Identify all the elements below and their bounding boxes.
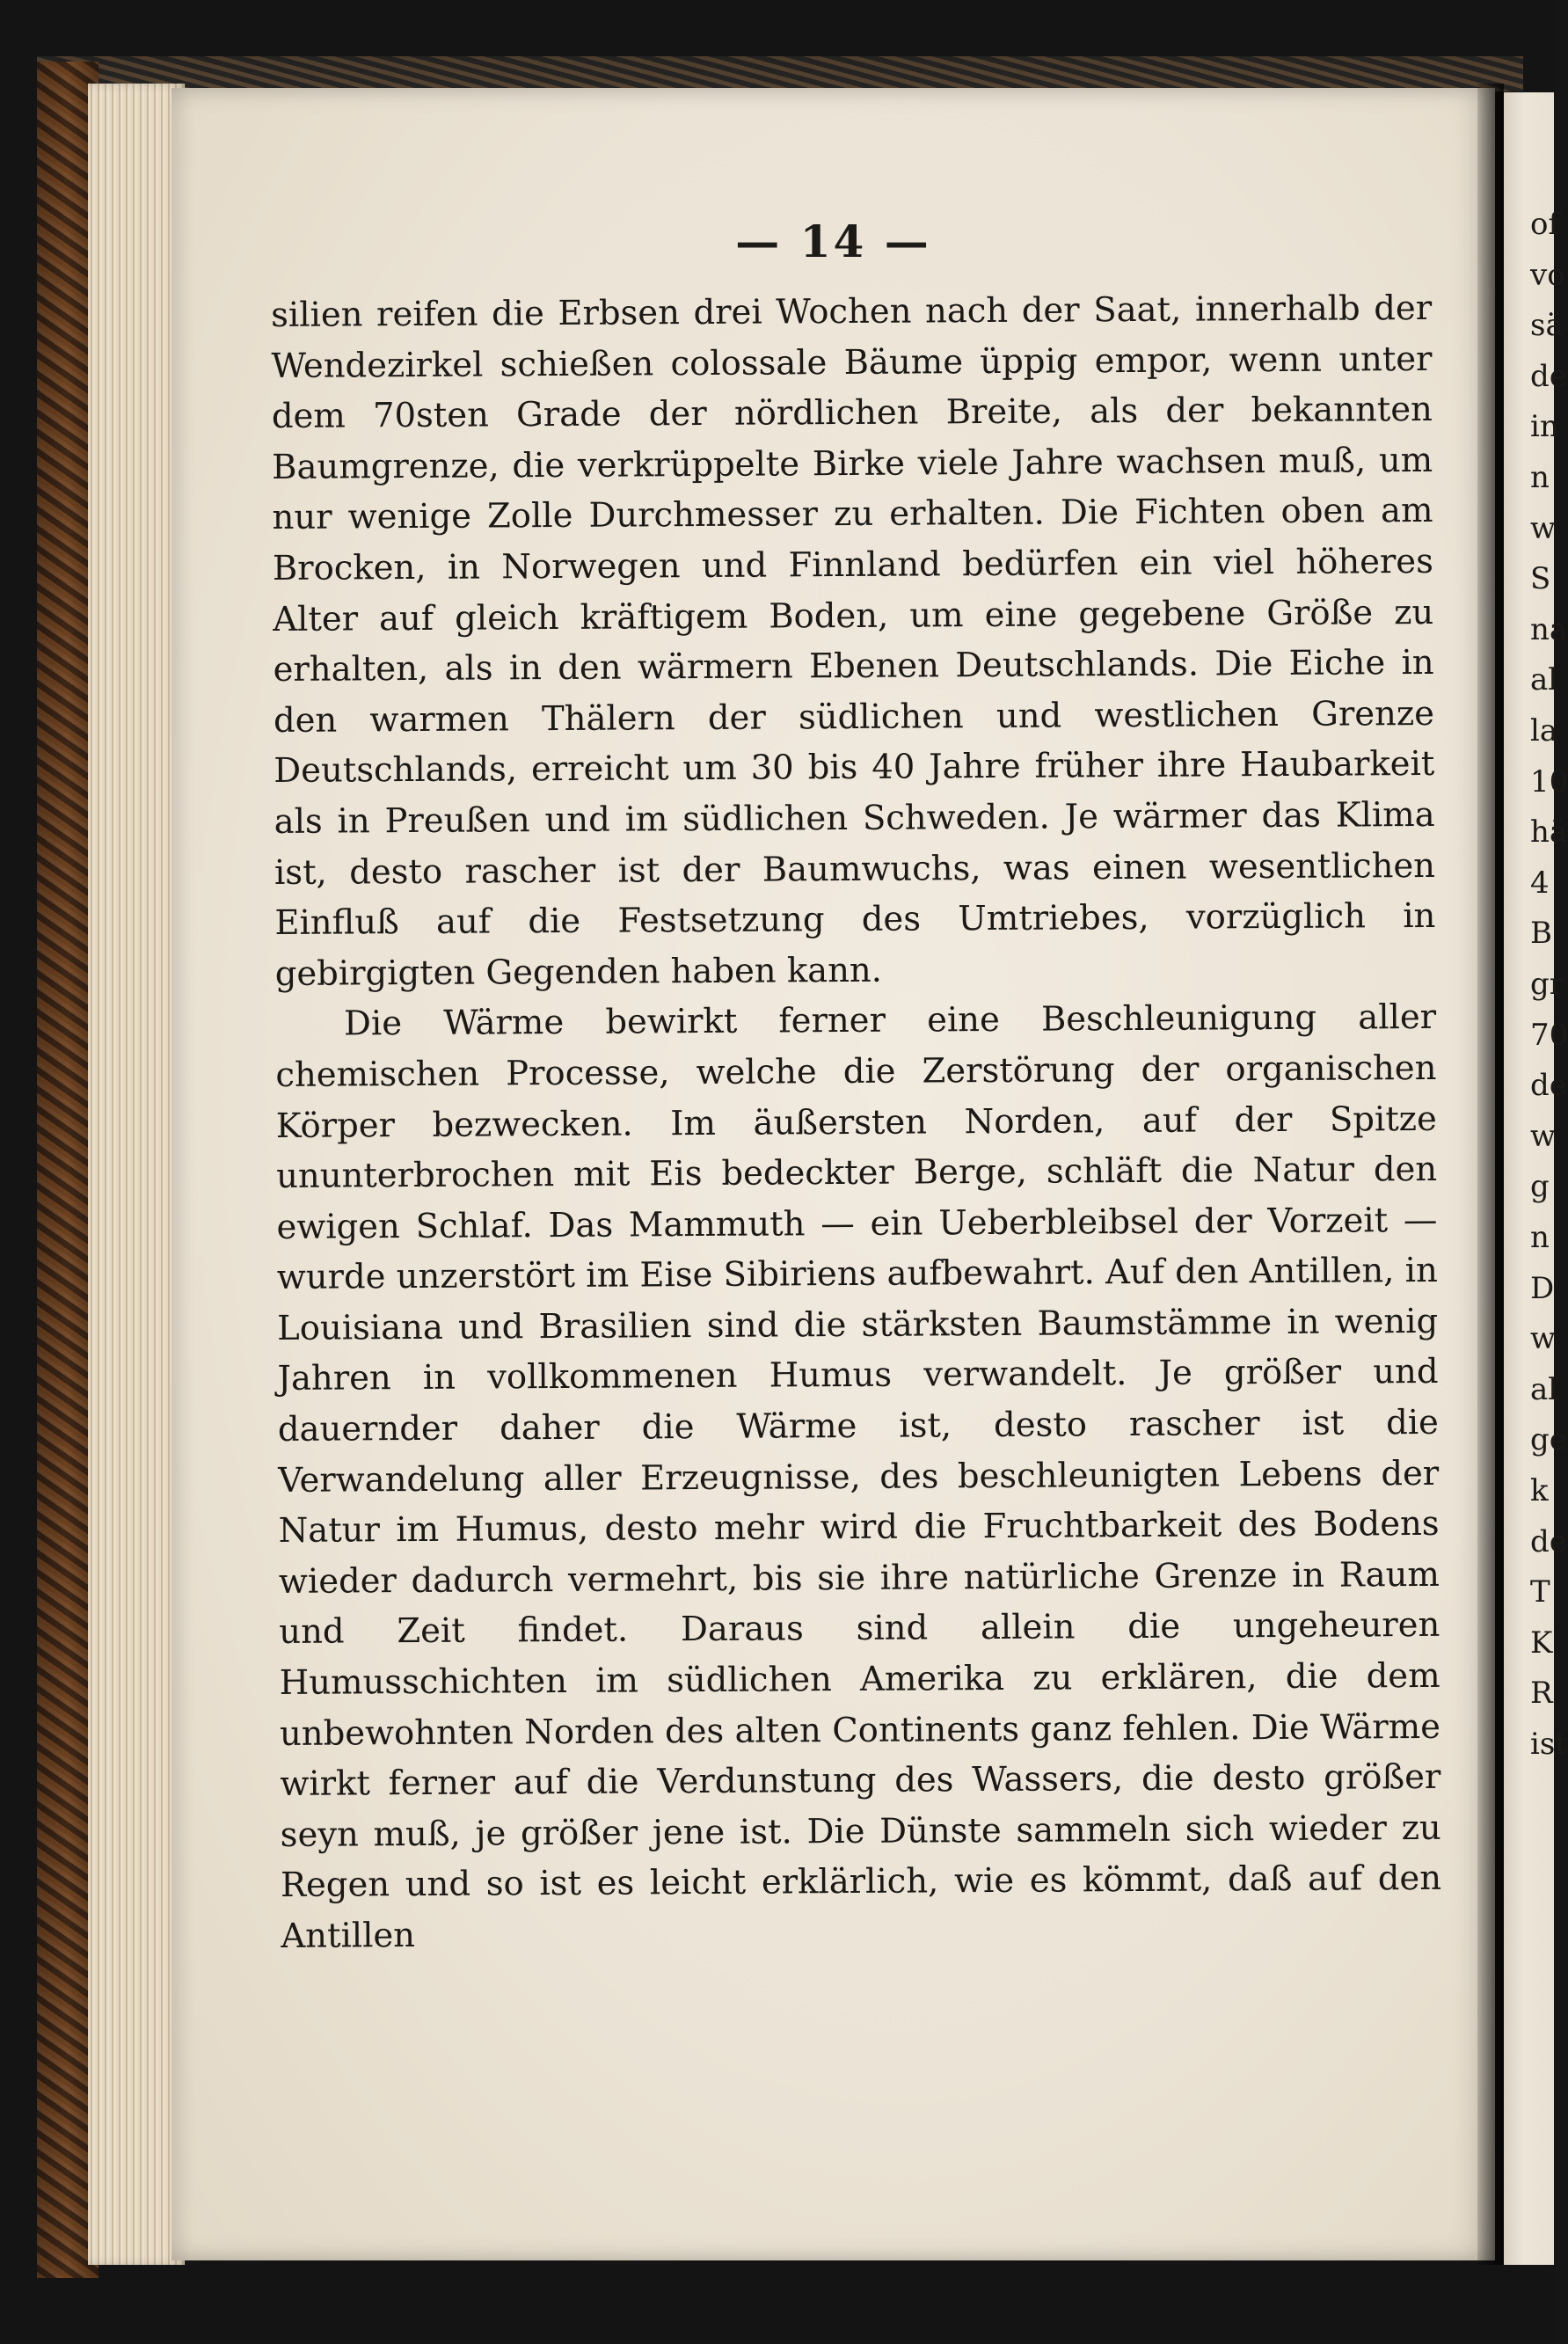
next-page-text-fragment: vo [1530,257,1565,293]
next-page-text-fragment: ge [1530,1422,1567,1458]
gutter-shadow [1477,84,1504,2265]
next-page-text-fragment: de [1530,358,1567,394]
next-page-text-fragment: in [1530,409,1559,445]
next-page-text-fragment: k [1530,1473,1549,1508]
next-page-text-fragment: T [1530,1574,1550,1610]
page-stack-edges [88,84,185,2265]
next-page-text-fragment: R [1530,1676,1553,1712]
next-page-text-fragment: S [1530,561,1551,597]
next-page-text-fragment: al [1530,662,1558,698]
next-page-text-fragment: hä [1530,814,1568,851]
next-page-text-fragment: w [1530,1321,1557,1357]
next-page-text-fragment: la [1530,713,1558,748]
next-page-text-fragment: n [1530,1220,1550,1255]
next-page-text-fragment: ist [1530,1727,1567,1762]
next-page-text-fragment: gr [1530,967,1564,1002]
next-page-text-fragment: sä [1530,308,1564,344]
page-number: — 14 — [735,215,931,267]
next-page-text-fragment: D [1530,1270,1555,1306]
next-page-text-fragment: w [1530,510,1557,546]
next-page-text-fragment: 4 [1530,865,1550,901]
next-page-text-fragment: na [1530,611,1568,647]
next-page-text-fragment: B [1530,916,1552,952]
book-cover-top-edge [37,56,1523,91]
next-page-text-fragment: g [1530,1169,1550,1205]
next-page-text-fragment: de [1530,1523,1567,1559]
paragraph-2: Die Wärme bewirkt ferner eine Beschleunigung aller chemischen Processe, welche die Zerstörung der organischen Körper bezwecken. Im äußersten Norden, auf der Spitze ununterbrochen mit Eis bedeckter Berge, schläft die Natur den ewigen Schlaf. Das Mammuth — ein Ueberbleibsel der Vorzeit — wurde unzerstört im Eise Sibiriens aufbewahrt. Auf den Antillen, in Louisiana und Brasilien sind die stärksten Baumstämme in wenig Jahren in vollkommenen Humus verwandelt. Je größer und dauernder daher die Wärme ist, desto rascher ist die Verwandelung aller Erzeugnisse, des beschleunigten Lebens der Natur im Humus, desto mehr wird die Fruchtbarkeit des Bodens wieder dadurch vermehrt, bis sie ihre natürliche Grenze in Raum und Zeit findet. Daraus sind allein die ungeheuren Humusschichten im südlichen Amerika zu erklären, die dem unbewohnten Norden des alten Continents ganz fehlen. Die Wärme wirkt ferner auf die Verdunstung des Wassers, die desto größer seyn muß, je größer jene ist. Die Dünste sammeln sich wieder zu Regen und so ist es leicht erklärlich, wie es kömmt, daß auf den Antillen [275,997,1442,1956]
next-page-text-fragment: 70 [1530,1017,1568,1053]
next-page-text-fragment: K [1530,1625,1553,1661]
paragraph-1: silien reifen die Erbsen drei Wochen nach der Saat, innerhalb der Wendezirkel schießen colossale Bäume üppig empor, wenn unter dem 70sten Grade der nördlichen Breite, als der bekannten Baumgrenze, die verkrüppelte Birke viele Jahre wachsen muß, um nur wenige Zolle Durchmesser zu erhalten. Die Fichten oben am Brocken, in Norwegen und Finnland bedürfen ein viel höheres Alter auf gleich kräftigem Boden, um eine gegebene Größe zu erhalten, als in den wärmern Ebenen Deutschlands. Die Eiche in den warmen Thälern der südlichen und westlichen Grenze Deutschlands, erreicht um 30 bis 40 Jahre früher ihre Haubarkeit als in Preußen und im südlichen Schweden. Je wärmer das Klima ist, desto rascher ist der Baumwuchs, was einen wesentlichen Einfluß auf die Festsetzung des Umtriebes, vorzüglich in gebirgigten Gegenden haben kann. [271,288,1436,994]
next-page-text-fragment: al [1530,1371,1558,1407]
next-page-text-fragment: 10 [1530,763,1568,800]
next-page-text-fragment: n [1530,460,1550,495]
next-page-text-fragment: w [1530,1118,1557,1154]
next-page-edge [1504,92,1568,2265]
next-page-text-fragment: de [1530,1068,1567,1104]
next-page-text-fragment: of [1530,207,1560,242]
page-body-text [271,283,1442,1962]
